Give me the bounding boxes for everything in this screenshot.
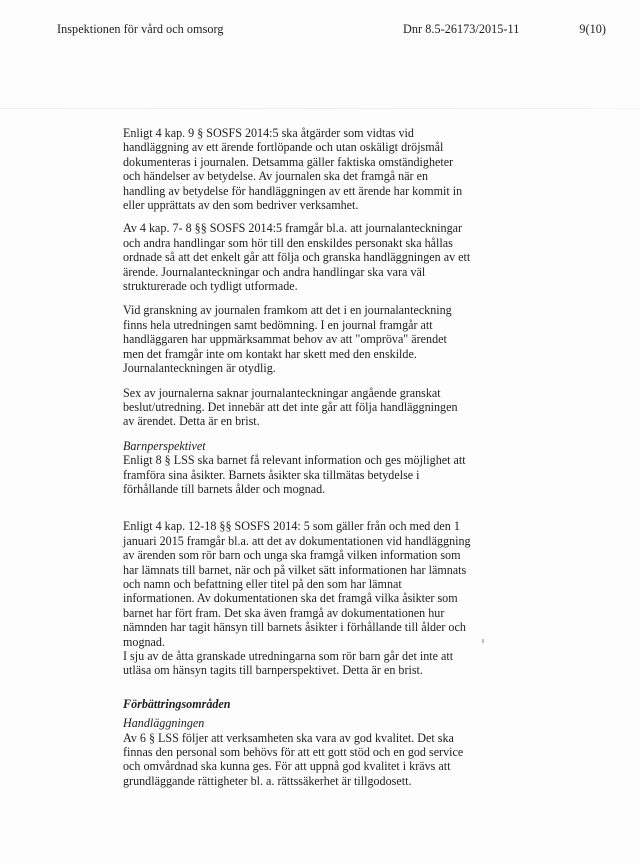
text-line: Av 6 § LSS följer att verksamheten ska vara av god kvalitet. Det ska — [123, 730, 454, 745]
text-line: Enligt 8 § LSS ska barnet få relevant information och ges möjlighet att — [123, 453, 466, 468]
text-line: ärende. Journalanteckningar och andra handlingar ska vara väl — [123, 264, 426, 279]
text-line: Av 4 kap. 7- 8 §§ SOSFS 2014:5 framgår bl.a. att journalanteckningar — [123, 221, 463, 236]
text-line: barnet har fört fram. Det ska även framgå av dokumentationen hur — [123, 605, 445, 620]
text-line: och namn och befattning eller titel på den som har lämnat — [123, 576, 402, 591]
text-line: handläggning av ett ärende fortlöpande och utan oskäligt dröjsmål — [123, 140, 444, 155]
text-line: framföra sina åsikter. Barnets åsikter ska tillmätas betydelse i — [123, 467, 420, 482]
paragraph-journal-dokumentation — [123, 126, 493, 212]
text-line: strukturerade och tydligt utformade. — [123, 279, 298, 294]
page-header — [57, 22, 606, 38]
paragraph-granskning — [123, 303, 493, 375]
header-organization: Inspektionen för vård och omsorg — [57, 22, 224, 36]
text-line: informationen. Av dokumentationen ska det framgå vilka åsikter som — [123, 591, 458, 606]
text-line: Sex av journalerna saknar journalanteckningar angående granskat — [123, 385, 441, 400]
subheading-barnperspektivet: Barnperspektivet — [123, 438, 206, 453]
text-line: ordnade så att det enkelt går att följa och granska handläggningen av ett — [123, 250, 471, 265]
text-line: och andra handlingar som hör till den enskildes personakt ska hållas — [123, 235, 453, 250]
header-page-number: 9(10) — [579, 22, 606, 36]
text-line: dokumenteras i journalen. Detsamma gäller faktiska omständigheter — [123, 154, 454, 169]
subheading-handlaggningen: Handläggningen — [123, 716, 205, 731]
text-line: finnas den personal som behövs för att ett gott stöd och en god service — [123, 745, 464, 760]
text-line: handläggaren har uppmärksammat behov av att "ompröva" ärendet — [123, 332, 447, 347]
text-line: mognad. — [123, 634, 165, 649]
text-line: grundläggande rättigheter bl. a. rättssäkerhet är tillgodosett. — [123, 773, 412, 788]
text-line: Enligt 4 kap. 12-18 §§ SOSFS 2014: 5 som gäller från och med den 1 — [123, 519, 460, 534]
text-line: I sju av de åtta granskade utredningarna som rör barn går det inte att — [123, 649, 454, 663]
section-barnperspektivet — [123, 439, 493, 497]
scan-speck — [482, 639, 484, 643]
text-line: beslut/utredning. Det innebär att det inte går att följa handläggningen — [123, 399, 458, 414]
paragraph-dokumentation-barn — [123, 519, 493, 677]
text-line: och omvårdnad ska kunna ges. För att uppnå god kvalitet i krävs att — [123, 759, 451, 774]
text-line: Vid granskning av journalen framkom att det i en journalanteckning — [123, 303, 452, 318]
header-document-number: Dnr 8.5-26173/2015-11 — [403, 22, 520, 36]
text-line: av ärenden som rör barn och unga ska framgå vilken information som — [123, 548, 461, 563]
text-line: av ärendet. Detta är en brist. — [123, 414, 260, 429]
text-line: men det framgår inte om kontakt har skett med den enskilde. — [123, 346, 417, 361]
text-line: Enligt 4 kap. 9 § SOSFS 2014:5 ska åtgärder som vidtas vid — [123, 126, 414, 140]
text-line: nämnden har tagit hänsyn till barnets åsikter i förhållande till ålder och — [123, 620, 466, 635]
text-line: januari 2015 framgår bl.a. att det av dokumentationen vid handläggning — [123, 533, 471, 548]
text-line: utläsa om hänsyn tagits till barnperspektivet. Detta är en brist. — [123, 663, 423, 678]
text-line: finns hela utredningen samt bedömning. I en journal framgår att — [123, 317, 433, 332]
paragraph-journalanteckningar — [123, 221, 493, 293]
scan-artifact-line — [0, 108, 640, 109]
text-line: och händelser av betydelse. Av journalen ska det framgå när en — [123, 169, 429, 184]
text-line: eller upprättats av den som bedriver verksamhet. — [123, 198, 359, 213]
paragraph-brist-journaler — [123, 386, 493, 429]
text-line: Journalanteckningen är otydlig. — [123, 361, 276, 376]
text-line: handling av betydelse för handläggningen av ett ärende har kommit in — [123, 183, 463, 198]
section-title-forbattringsomraden: Förbättringsområden — [123, 696, 231, 711]
document-body — [123, 126, 493, 788]
section-forbattringsomraden — [123, 697, 493, 788]
text-line: förhållande till barnets ålder och mognad. — [123, 481, 326, 496]
text-line: har lämnats till barnet, när och på vilket sätt informationen har lämnats — [123, 562, 467, 577]
